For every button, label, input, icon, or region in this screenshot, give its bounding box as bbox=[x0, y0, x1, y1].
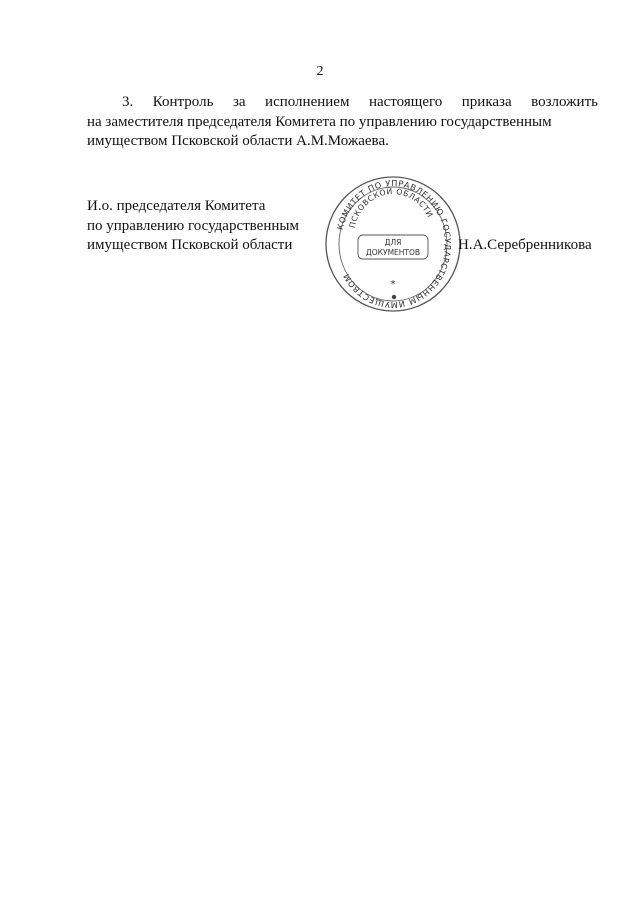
word: возложить bbox=[531, 94, 598, 110]
signatory-title-line-1: И.о. председателя Комитета bbox=[87, 198, 266, 214]
word: настоящего bbox=[368, 94, 443, 110]
seal-graphic bbox=[318, 174, 468, 314]
word: приказа bbox=[461, 94, 512, 110]
word: 3. bbox=[122, 94, 134, 110]
word: исполнением bbox=[265, 94, 350, 110]
page-number: 2 bbox=[316, 64, 324, 79]
signatory-title-line-2: по управлению государственным bbox=[87, 217, 299, 234]
word: Контроль bbox=[152, 94, 214, 110]
seal-star-icon: * bbox=[390, 279, 396, 290]
signer-name: Н.А.Серебренникова bbox=[458, 237, 592, 253]
seal-center-line-2: ДОКУМЕНТОВ bbox=[365, 248, 421, 257]
paragraph-line-3: имуществом Псковской области А.М.Можаева. bbox=[87, 133, 389, 149]
signatory-title bbox=[87, 197, 299, 256]
paragraph-line-1 bbox=[87, 93, 598, 113]
word: за bbox=[232, 94, 246, 110]
signatory-title-line-3: имуществом Псковской области bbox=[87, 237, 293, 253]
paragraph-item-3 bbox=[87, 93, 598, 152]
paragraph-line-2: на заместителя председателя Комитета по управлению государственным bbox=[87, 113, 552, 130]
seal-inner-text-path: ПСКОВСКОЙ ОБЛАСТИ bbox=[347, 186, 435, 229]
seal-center-line-1: ДЛЯ bbox=[384, 238, 402, 247]
official-seal-stamp bbox=[318, 174, 468, 314]
seal-emblem-dot-icon bbox=[392, 295, 396, 299]
seal-outer-text-path: КОМИТЕТ ПО УПРАВЛЕНИЮ ГОСУДАРСТВЕННЫМ ИМУЩЕСТВОМ bbox=[334, 177, 454, 311]
